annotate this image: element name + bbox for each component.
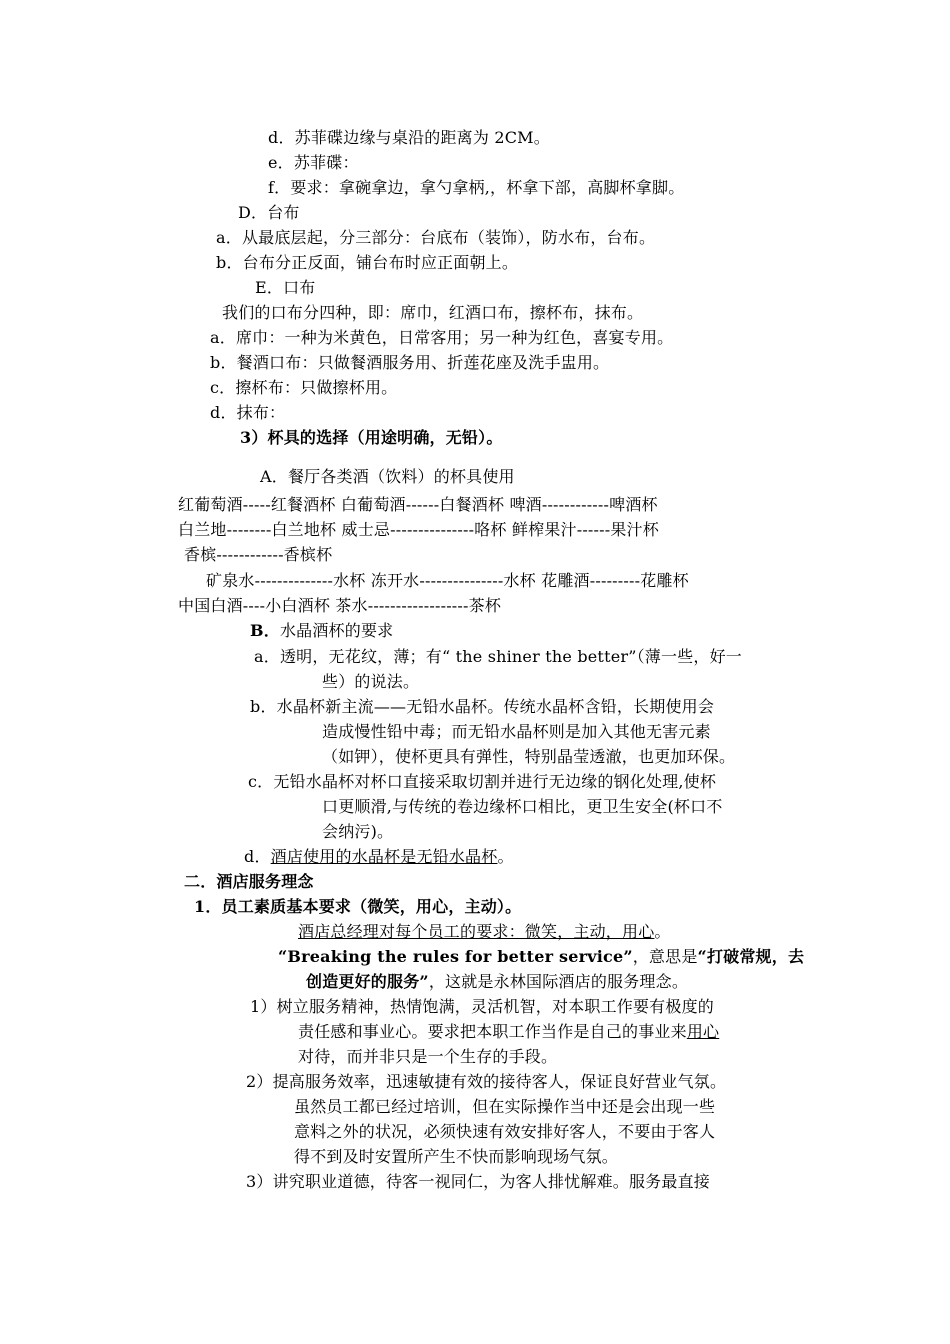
glassware-row-4: 矿泉水--------------水杯 冻开水---------------水杯 花雕酒---------花雕杯 bbox=[206, 571, 689, 590]
list-item-c-glass-cloth: c．擦杯布：只做擦杯用。 bbox=[210, 378, 398, 397]
list-item-2-continued-2: 意料之外的状况，必须快速有效安排好客人，不要由于客人 bbox=[294, 1122, 716, 1141]
list-marker: d． bbox=[244, 847, 271, 866]
list-item-b-lead-free-trend: b．水晶杯新主流——无铅水晶杯。传统水晶杯含铅，长期使用会 bbox=[250, 697, 715, 716]
list-item-b-continued-1: 造成慢性铅中毒；而无铅水晶杯则是加入其他无害元素 bbox=[322, 722, 711, 741]
list-item-a-table-napkin: a．席巾：一种为米黄色，日常客用；另一种为红色，喜宴专用。 bbox=[210, 328, 674, 347]
section-heading-b-crystal-glass bbox=[250, 621, 393, 641]
list-item-a-transparent: a．透明，无花纹，薄；有“ the shiner the better”（薄一些，好一 bbox=[254, 647, 742, 666]
list-item-1-service-spirit: 1）树立服务精神，热情饱满，灵活机智，对本职工作要有极度的 bbox=[250, 997, 714, 1016]
underlined-text: 酒店使用的水晶杯是无铅水晶杯 bbox=[270, 847, 498, 866]
motto-english: “Breaking the rules for better service” bbox=[278, 947, 633, 966]
list-item-b-wine-napkin: b．餐酒口布：只做餐酒服务用、折莲花座及洗手盅用。 bbox=[210, 353, 610, 372]
glassware-row-3: 香槟------------香槟杯 bbox=[184, 545, 333, 564]
punctuation: 。 bbox=[654, 922, 671, 941]
text: 责任感和事业心。要求把本职工作当作是自己的事业来 bbox=[298, 1022, 687, 1041]
list-item-e-sophie-plate: e．苏菲碟： bbox=[268, 153, 359, 172]
list-item-2-continued-3: 得不到及时安置所产生不快而影响现场气氛。 bbox=[294, 1147, 619, 1166]
glassware-row-5: 中国白酒----小白酒杯 茶水------------------茶杯 bbox=[178, 596, 502, 615]
paragraph-service-motto-continued bbox=[306, 972, 688, 992]
section-heading-d-tablecloth: D．台布 bbox=[238, 203, 300, 222]
subsection-heading-glassware-selection: 3）杯具的选择（用途明确，无铅）。 bbox=[240, 428, 503, 447]
list-item-c-continued-2: 会纳污)。 bbox=[322, 822, 394, 841]
list-item-b-continued-2: （如钾），使杯更具有弹性，特别晶莹透澈，也更加环保。 bbox=[322, 747, 736, 766]
list-item-2-service-efficiency: 2）提高服务效率，迅速敏捷有效的接待客人，保证良好营业气氛。 bbox=[246, 1072, 727, 1091]
list-item-c-continued-1: 口更顺滑,与传统的卷边缘杯口相比，更卫生安全(杯口不 bbox=[322, 797, 723, 816]
paragraph-napkin-types: 我们的口布分四种，即：席巾，红酒口布，擦杯布，抹布。 bbox=[222, 303, 644, 322]
list-item-1-continued-2: 对待，而并非只是一个生存的手段。 bbox=[298, 1047, 558, 1066]
motto-explanation: ，这就是永林国际酒店的服务理念。 bbox=[428, 972, 689, 991]
section-heading-a-glassware-usage: A．餐厅各类酒（饮料）的杯具使用 bbox=[260, 467, 515, 486]
list-item-d-wiping-cloth: d．抹布： bbox=[210, 403, 286, 422]
list-item-1-continued-1 bbox=[298, 1022, 719, 1042]
section-marker: B． bbox=[250, 621, 280, 640]
motto-connector: ，意思是 bbox=[632, 947, 698, 966]
list-item-b-tablecloth-side: b．台布分正反面，铺台布时应正面朝上。 bbox=[216, 253, 519, 272]
section-heading-staff-requirements: 1．员工素质基本要求（微笑，用心，主动）。 bbox=[194, 897, 522, 916]
underlined-text: 用心 bbox=[686, 1022, 720, 1041]
glassware-row-1: 红葡萄酒-----红餐酒杯 白葡萄酒------白餐酒杯 啤酒------------啤酒杯 bbox=[178, 495, 658, 514]
list-item-d-hotel-crystal bbox=[244, 847, 514, 867]
chapter-heading-service-concept: 二．酒店服务理念 bbox=[184, 872, 314, 891]
list-item-a-tablecloth-layers: a．从最底层起，分三部分：台底布（装饰），防水布，台布。 bbox=[216, 228, 656, 247]
motto-chinese-end: 创造更好的服务” bbox=[306, 972, 429, 991]
motto-chinese: “打破常规，去 bbox=[697, 947, 805, 966]
section-title: 水晶酒杯的要求 bbox=[279, 621, 394, 640]
section-heading-e-napkin: E．口布 bbox=[255, 278, 316, 297]
glassware-row-2: 白兰地--------白兰地杯 威士忌---------------咯杯 鲜榨果汁------果汁杯 bbox=[178, 520, 659, 539]
list-item-c-rim-treatment: c．无铅水晶杯对杯口直接采取切割并进行无边缘的钢化处理,使杯 bbox=[248, 772, 717, 791]
punctuation: 。 bbox=[497, 847, 514, 866]
list-item-3-professional-ethics: 3）讲究职业道德，待客一视同仁，为客人排忧解难。服务最直接 bbox=[246, 1172, 710, 1191]
paragraph-gm-requirements bbox=[298, 922, 671, 942]
list-item-f-handling-requirements: f．要求：拿碗拿边，拿勺拿柄,，杯拿下部，高脚杯拿脚。 bbox=[268, 178, 685, 197]
list-item-2-continued-1: 虽然员工都已经过培训，但在实际操作当中还是会出现一些 bbox=[294, 1097, 716, 1116]
paragraph-service-motto bbox=[278, 947, 804, 967]
underlined-text: 酒店总经理对每个员工的要求：微笑，主动，用心 bbox=[298, 922, 655, 941]
list-item-a-continued: 些）的说法。 bbox=[322, 672, 420, 691]
list-item-d-sophie-plate-distance: d．苏菲碟边缘与桌沿的距离为 2CM。 bbox=[268, 128, 550, 147]
